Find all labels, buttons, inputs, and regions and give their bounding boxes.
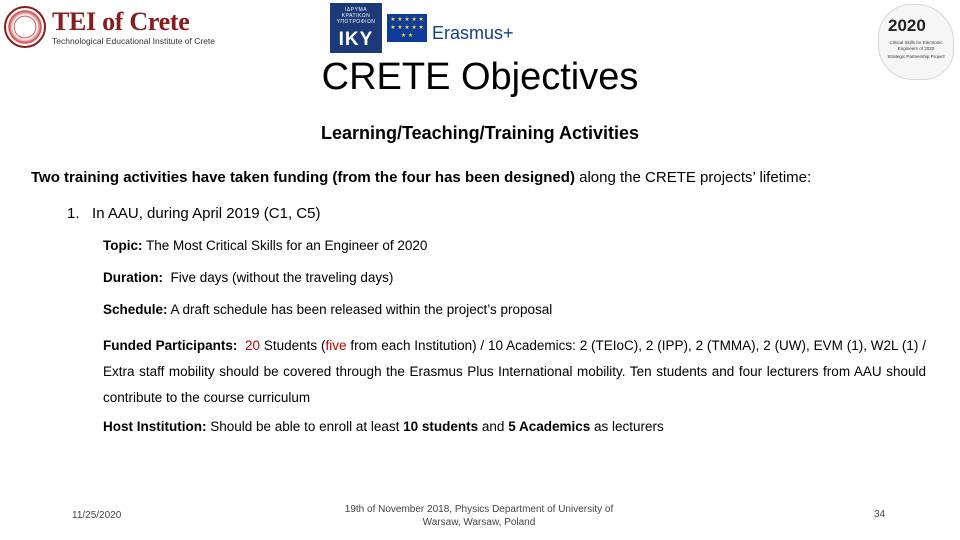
- duration-label: Duration:: [103, 270, 163, 285]
- duration-value: Five days (without the traveling days): [163, 270, 394, 285]
- host-bold-students: 10 students: [403, 419, 479, 434]
- iky-logo-small-text: ΙΔΡΥΜΑ ΚΡΑΤΙΚΩΝ ΥΠΟΤΡΟΦΙΩΝ: [336, 7, 376, 25]
- iky-logo-text: IKY: [338, 29, 374, 50]
- funded-text-2: from each Institution) / 10 Academics: 2 (TEIoC), 2 (IPP), 2 (TMMA), 2 (UW), EVM (1), W2L (1) / Extra staff mobility should be covered through the Erasmus Plus International mobility. Ten students and four lecturers from AAU should contribute to the course curriculum: [103, 338, 926, 405]
- funded-label: Funded Participants:: [103, 338, 238, 353]
- duration-line: [103, 270, 393, 285]
- footer-event-info: [318, 503, 640, 529]
- tei-logo-name: TEI of Crete: [52, 7, 190, 36]
- tei-logo-subtitle: Technological Educational Institute of Crete: [52, 36, 216, 46]
- project-logo-line-1: Critical Skills for Electronic: [889, 40, 943, 45]
- schedule-label: Schedule:: [103, 302, 168, 317]
- list-text: In AAU, during April 2019 (C1, C5): [92, 205, 321, 222]
- topic-line: [103, 238, 427, 253]
- erasmus-plus-logo: Erasmus+: [432, 23, 514, 43]
- project-logo-line-3: Strategic Partnership Project: [887, 54, 945, 59]
- funded-number: 20: [245, 338, 261, 353]
- footer-event-line-1: 19th of November 2018, Physics Department of University of: [344, 504, 614, 515]
- host-label: Host Institution:: [103, 419, 207, 434]
- host-bold-academics: 5 Academics: [508, 419, 591, 434]
- host-value-3: as lecturers: [590, 419, 664, 434]
- intro-rest-text: along the CRETE projects’ lifetime:: [574, 169, 812, 186]
- topic-value: The Most Critical Skills for an Engineer of 2020: [142, 238, 428, 253]
- footer-page-number: 34: [874, 509, 886, 520]
- host-value-2: and: [478, 419, 509, 434]
- host-value-1: Should be able to enroll at least: [206, 419, 404, 434]
- host-institution-line: [103, 419, 664, 434]
- list-item: [67, 205, 320, 222]
- intro-paragraph: [31, 169, 811, 186]
- topic-label: Topic:: [103, 238, 143, 253]
- project-logo-line-2: Engineers of 2020: [897, 46, 935, 51]
- funded-five: five: [325, 338, 347, 353]
- schedule-line: [103, 302, 552, 317]
- funded-text-1: Students (: [260, 338, 326, 353]
- footer-event-line-2: Warsaw, Warsaw, Poland: [422, 517, 536, 528]
- slide-title: CRETE Objectives: [321, 56, 639, 98]
- eu-flag-stars: ★ ★ ★ ★ ★ ★ ★ ★ ★ ★ ★ ★: [390, 17, 424, 39]
- project-logo-year: 2020: [888, 16, 926, 35]
- slide-subtitle: Learning/Teaching/Training Activities: [320, 123, 640, 143]
- footer-date: 11/25/2020: [72, 510, 122, 521]
- intro-bold-text: Two training activities have taken funding (from the four has been designed): [31, 169, 575, 186]
- list-number: 1.: [67, 205, 80, 222]
- eu-flag-icon: [387, 14, 427, 42]
- iky-logo: [330, 3, 382, 53]
- funded-participants-paragraph: [103, 333, 926, 411]
- tei-seal-icon: [4, 6, 46, 48]
- schedule-value: A draft schedule has been released within the project’s proposal: [167, 302, 553, 317]
- tei-of-crete-logo: [4, 4, 216, 48]
